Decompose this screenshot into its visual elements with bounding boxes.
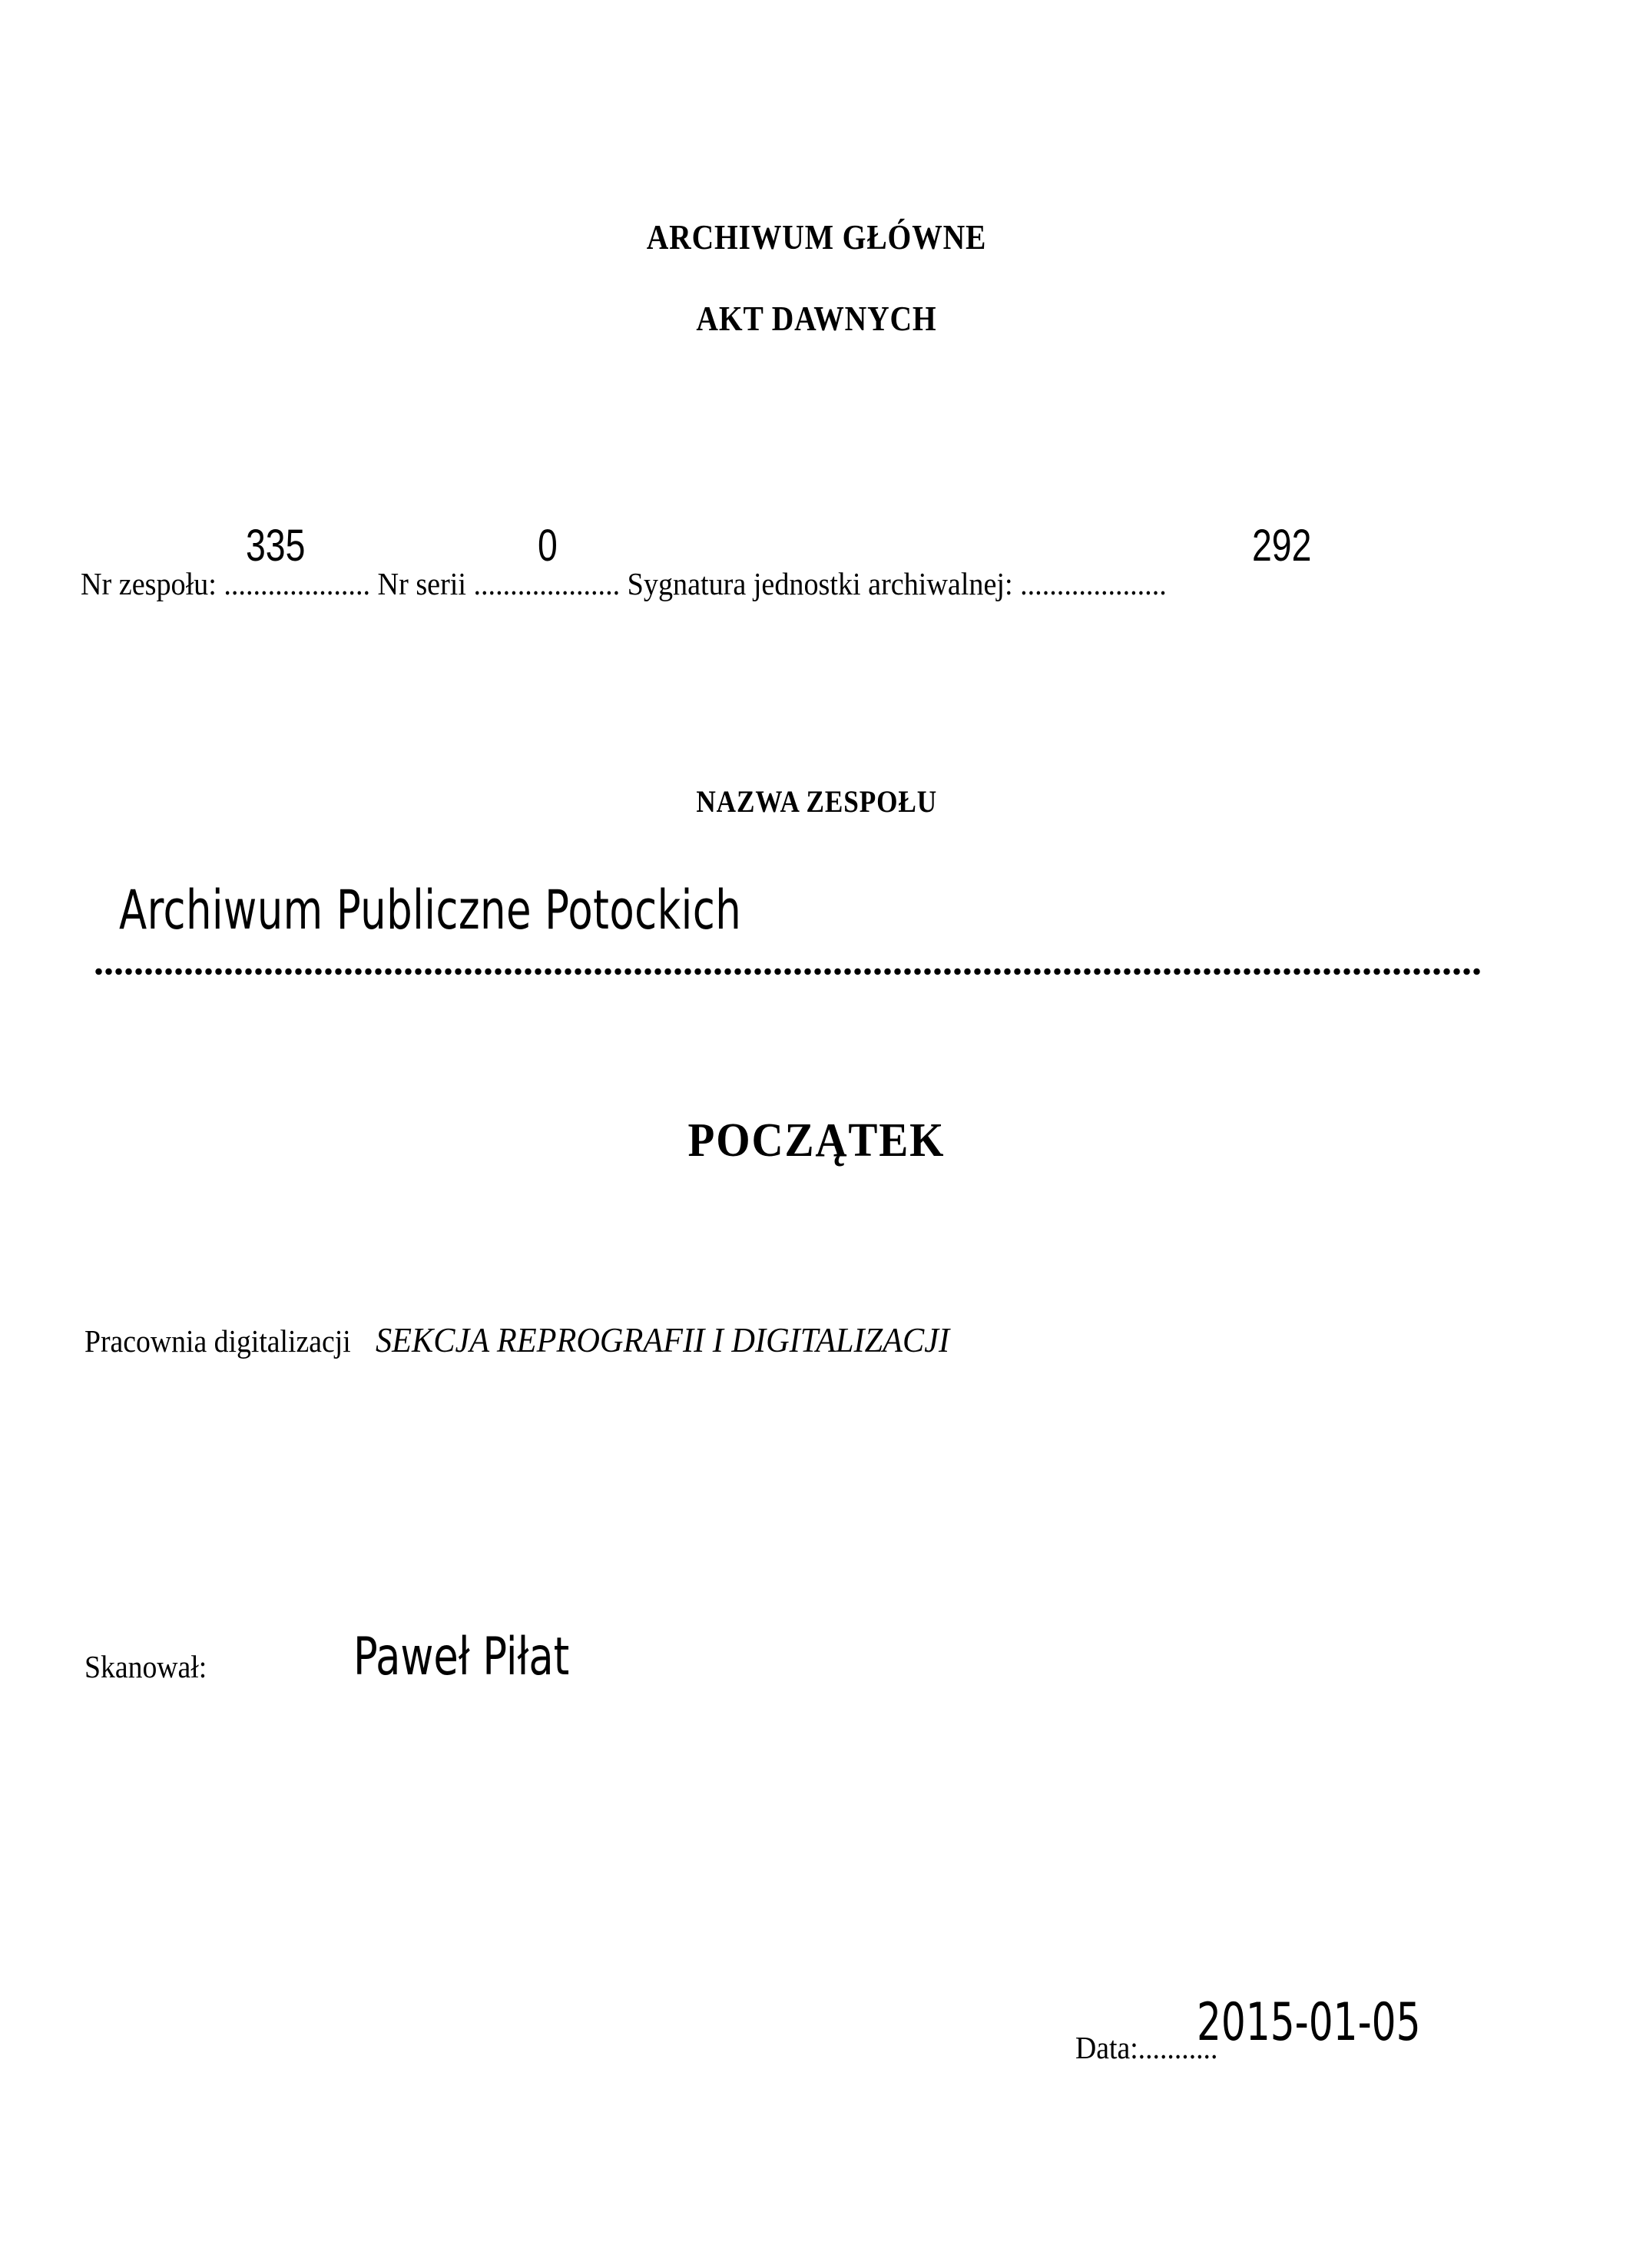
institution-name-line-1: ARCHIWUM GŁÓWNE	[646, 217, 987, 257]
group-name-value: Archiwum Publiczne Potockich	[119, 879, 742, 942]
archival-signature-line: Nr zespołu: .................... Nr serii .................... Sygnatura jednostki archiwalnej: ....................	[81, 566, 1167, 601]
archival-signature-row	[81, 521, 1563, 614]
digitization-workshop-label: Pracownia digitalizacji	[84, 1323, 351, 1359]
dotted-separator-rule	[94, 966, 1480, 977]
digitization-workshop-row	[84, 1319, 999, 1360]
group-name-label: NAZWA ZESPOŁU	[696, 784, 937, 819]
digitization-workshop-value: SEKCJA REPROGRAFII I DIGITALIZACJI	[375, 1320, 949, 1359]
begin-marker-wrap	[0, 1114, 1633, 1168]
unit-signature-value: 292	[1252, 521, 1312, 571]
scanned-by-label: Skanował:	[84, 1649, 207, 1684]
begin-marker-title: POCZĄTEK	[687, 1114, 946, 1167]
scan-date-row	[1075, 1966, 1613, 2066]
group-name-label-wrap	[0, 783, 1633, 819]
scan-date-label: Data:...........	[1075, 2030, 1218, 2065]
series-number-value: 0	[538, 521, 558, 571]
institution-header	[0, 219, 1633, 338]
scanned-by-value: Paweł Piłat	[353, 1627, 570, 1687]
fonds-number-value: 335	[246, 521, 306, 571]
scan-date-value: 2015-01-05	[1197, 1992, 1421, 2053]
institution-name-line-2: AKT DAWNYCH	[696, 299, 937, 339]
